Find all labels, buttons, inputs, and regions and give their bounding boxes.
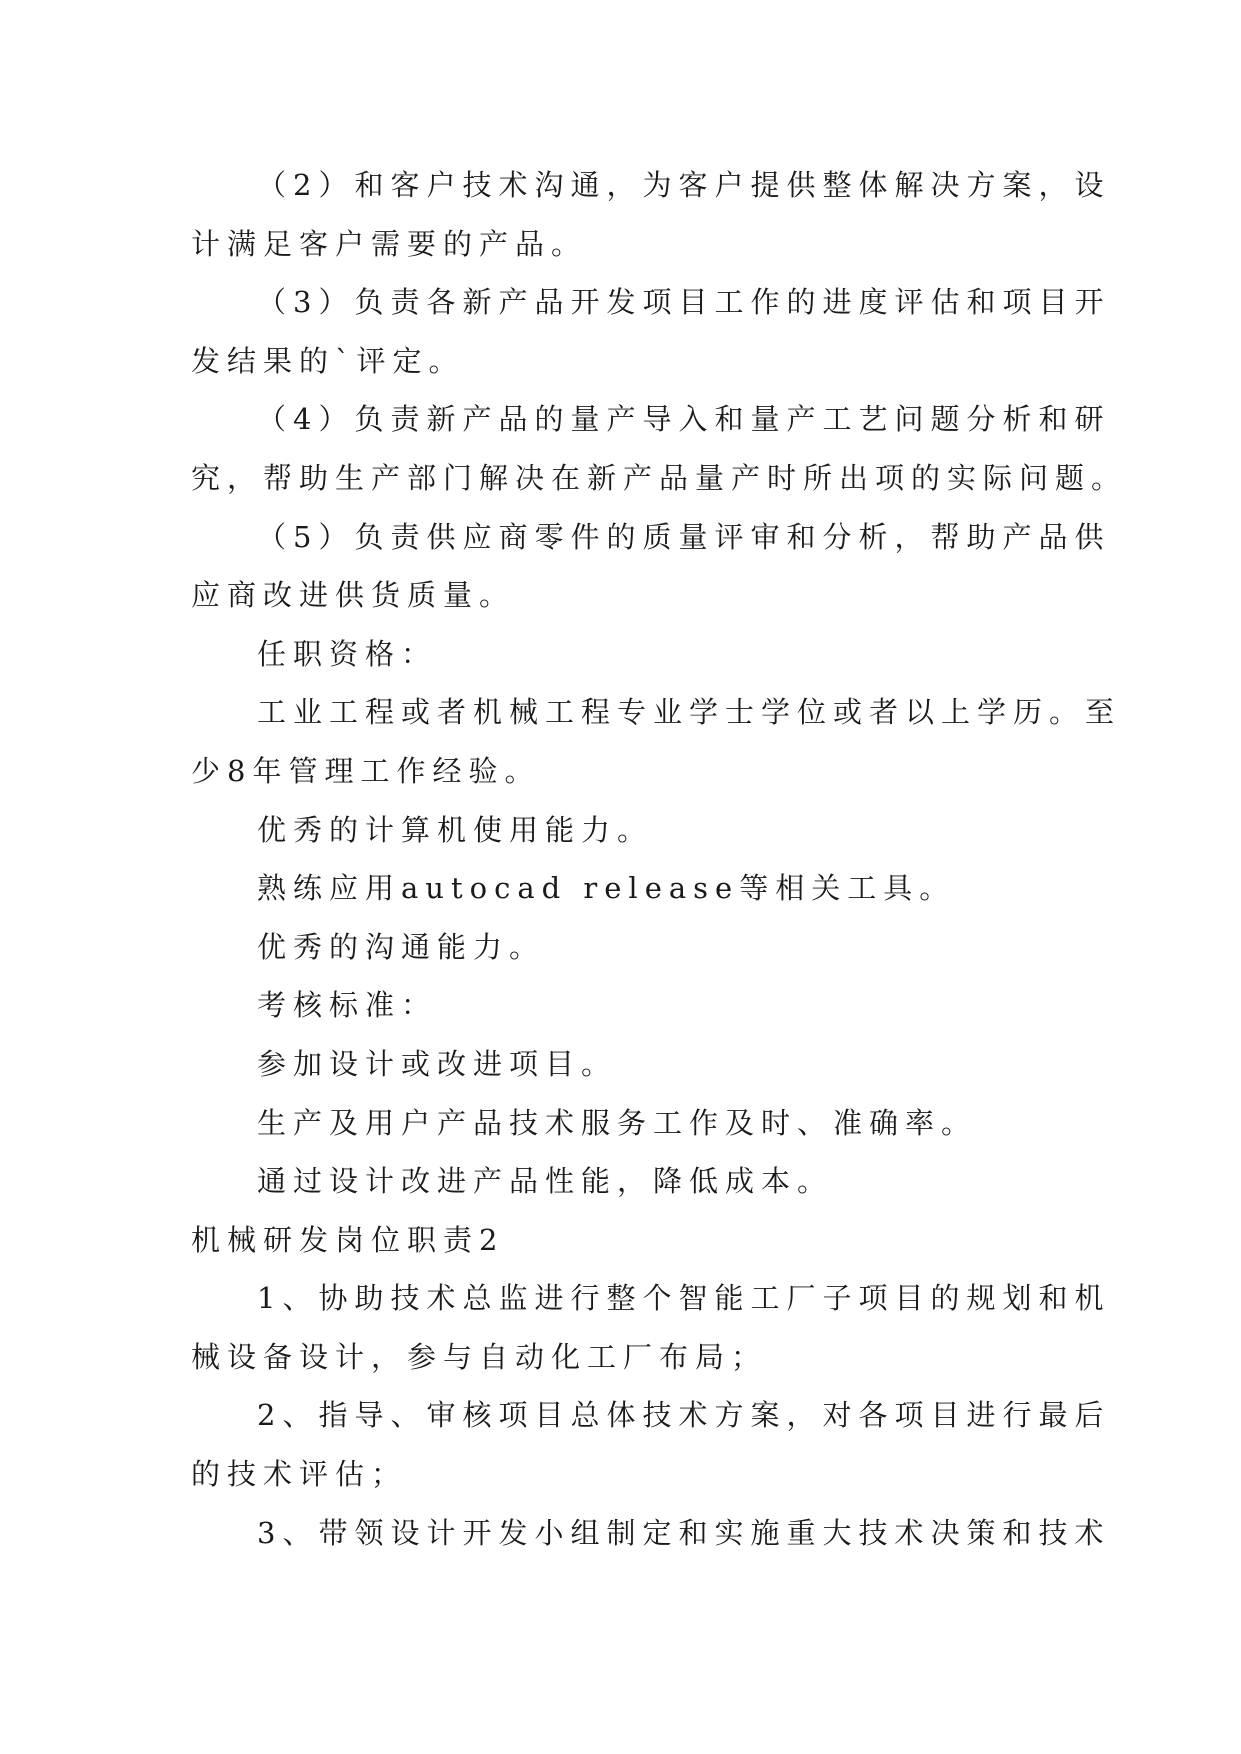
section-label-assessment: 考核标准：: [257, 988, 438, 1023]
paragraph-line: （4）负责新产品的量产导入和量产工艺问题分析和研: [257, 402, 1111, 437]
paragraph-line: 械设备设计，参与自动化工厂布局；: [191, 1339, 768, 1374]
paragraph-line: 的技术评估；: [191, 1457, 408, 1492]
paragraph-line: 优秀的沟通能力。: [257, 929, 546, 964]
paragraph-line: 熟练应用autocad release等相关工具。: [257, 871, 956, 906]
paragraph-line: 发结果的`评定。: [191, 343, 465, 378]
paragraph-line: 少8年管理工作经验。: [191, 753, 541, 788]
paragraph-line: 3、带领设计开发小组制定和实施重大技术决策和技术: [257, 1515, 1111, 1550]
paragraph-line: 通过设计改进产品性能，降低成本。: [257, 1164, 834, 1199]
paragraph-line: 优秀的计算机使用能力。: [257, 812, 654, 847]
paragraph-line: 应商改进供货质量。: [191, 578, 516, 613]
paragraph-line: （5）负责供应商零件的质量评审和分析，帮助产品供: [257, 519, 1111, 554]
section-heading: 机械研发岗位职责2: [191, 1222, 505, 1257]
paragraph-line: 计满足客户需要的产品。: [191, 226, 588, 261]
paragraph-line: 究，帮助生产部门解决在新产品量产时所出项的实际问题。: [191, 460, 1128, 495]
document-page: [191, 156, 1128, 1562]
paragraph-line: 2、指导、审核项目总体技术方案，对各项目进行最后: [257, 1398, 1111, 1433]
paragraph-line: 1、协助技术总监进行整个智能工厂子项目的规划和机: [257, 1281, 1111, 1316]
paragraph-line: 生产及用户产品技术服务工作及时、准确率。: [257, 1105, 978, 1140]
section-label-qualifications: 任职资格：: [257, 636, 438, 671]
paragraph-line: （3）负责各新产品开发项目工作的进度评估和项目开: [257, 285, 1111, 320]
paragraph-line: 工业工程或者机械工程专业学士学位或者以上学历。至: [257, 695, 1122, 730]
paragraph-line: 参加设计或改进项目。: [257, 1046, 618, 1081]
paragraph-line: （2）和客户技术沟通，为客户提供整体解决方案，设: [257, 168, 1111, 202]
